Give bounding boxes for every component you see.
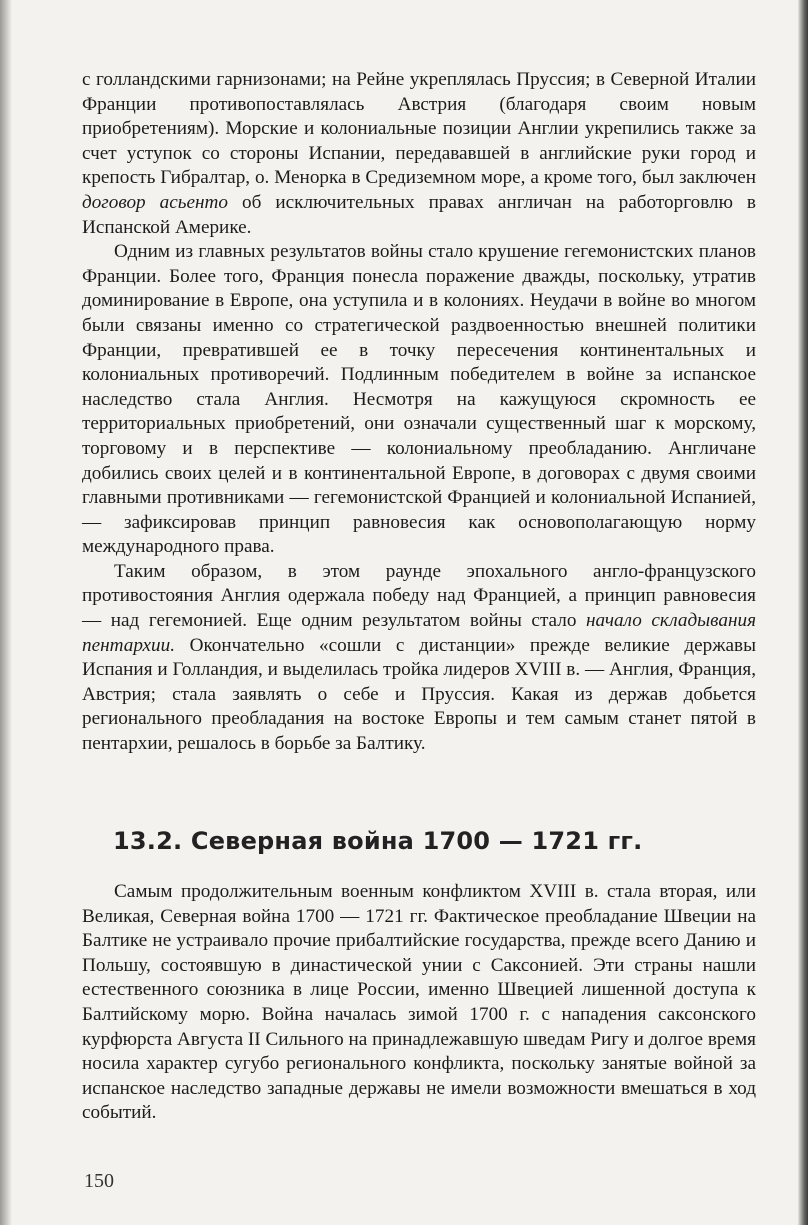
paragraph-2-part-1: Одним из главных результатов войны стало крушение гегемонистских планов Франции. Более того, Франция понесла поражение дважды, поскольку, утратив доминирование в Европе, она уступила и в колониях. Неудачи в войне во многом были связаны именно со стратегической раздвоенностью внешней политики Франции, превратившей ее в точку пересечения континентальных и колониальных противоречий. Подлинным победителем в войне за испанское наследство стала Англия. Несмотря на кажущуюся скромность ее территориальных приобретений, они означали существенный шаг к морскому, торговому и в перспективе — колониальному преобладанию. Англичане добились своих целей и в континентальной Европе, в договорах с двумя своими главными противниками — гегемонистской Францией и колониальной Испанией, — зафиксировав принцип равновесия как основополагающую норму международного права. [82,241,756,558]
paragraph-1-part-3: об исключительных правах англичан на работорговлю в Испанской Америке. [82,191,756,238]
paragraph-3-italic-term: начало складывания пентархии. [82,610,757,656]
main-text-block [82,68,756,757]
paragraph-1-part-1: с голландскими гарнизонами; на Рейне укреплялась Пруссия; в Северной Италии Франции противопоставлялась Австрия (благодаря своим новым приобретениям). Морские и колониальные позиции Англии укрепились также за счет уступок со стороны Испании, передававшей в английские руки город и крепость Гибралтар, о. Менорка в Средиземном море, а кроме того, был заключен [82,69,756,189]
paragraph-2 [82,240,756,560]
page-number: 150 [84,1170,114,1192]
section-paragraph: Самым продолжительным военным конфликтом XVIII в. стала вторая, или Великая, Северная война 1700 — 1721 гг. Фактическое преобладание Швеции на Балтике не устраивало прочие прибалтийские государства, прежде всего Данию и Польшу, состоявшую в династической унии с Саксонией. Эти страны нашли естественного союзника в лице России, именно Швецией лишенной доступа к Балтийскому морю. Война началась зимой 1700 г. с нападения саксонского курфюрста Августа II Сильного на принадлежавшую шведам Ригу и долгое время носила характер сугубо регионального конфликта, поскольку занятые войной за испанское наследство западные державы не имели возможности вмешаться в ход событий. [82,881,756,1124]
paragraph-3 [82,560,756,757]
page-edge-shadow [798,0,808,1225]
section-text-block [82,880,756,1126]
section-heading: 13.2. Северная война 1700 — 1721 гг. [113,827,643,855]
paragraph-1-italic-term: договор асьенто [82,191,228,213]
paragraph-1 [82,68,756,240]
paragraph-3-part-3: Окончательно «сошли с дистанции» прежде великие державы Испания и Голландия, и выделилась тройка лидеров XVIII в. — Англия, Франция, Австрия; стала заявлять о себе и Пруссия. Какая из держав добьется регионального преобладания на востоке Европы и тем самым станет пятой в пентархии, решалось в борьбе за Балтику. [82,634,756,755]
book-spine-shadow [0,0,12,1225]
paragraph-3-part-1: Таким образом, в этом раунде эпохального англо-французского противостояния Англия одержала победу над Францией, а принцип равновесия — над гегемонией. Еще одним результатом войны стало [82,560,756,632]
